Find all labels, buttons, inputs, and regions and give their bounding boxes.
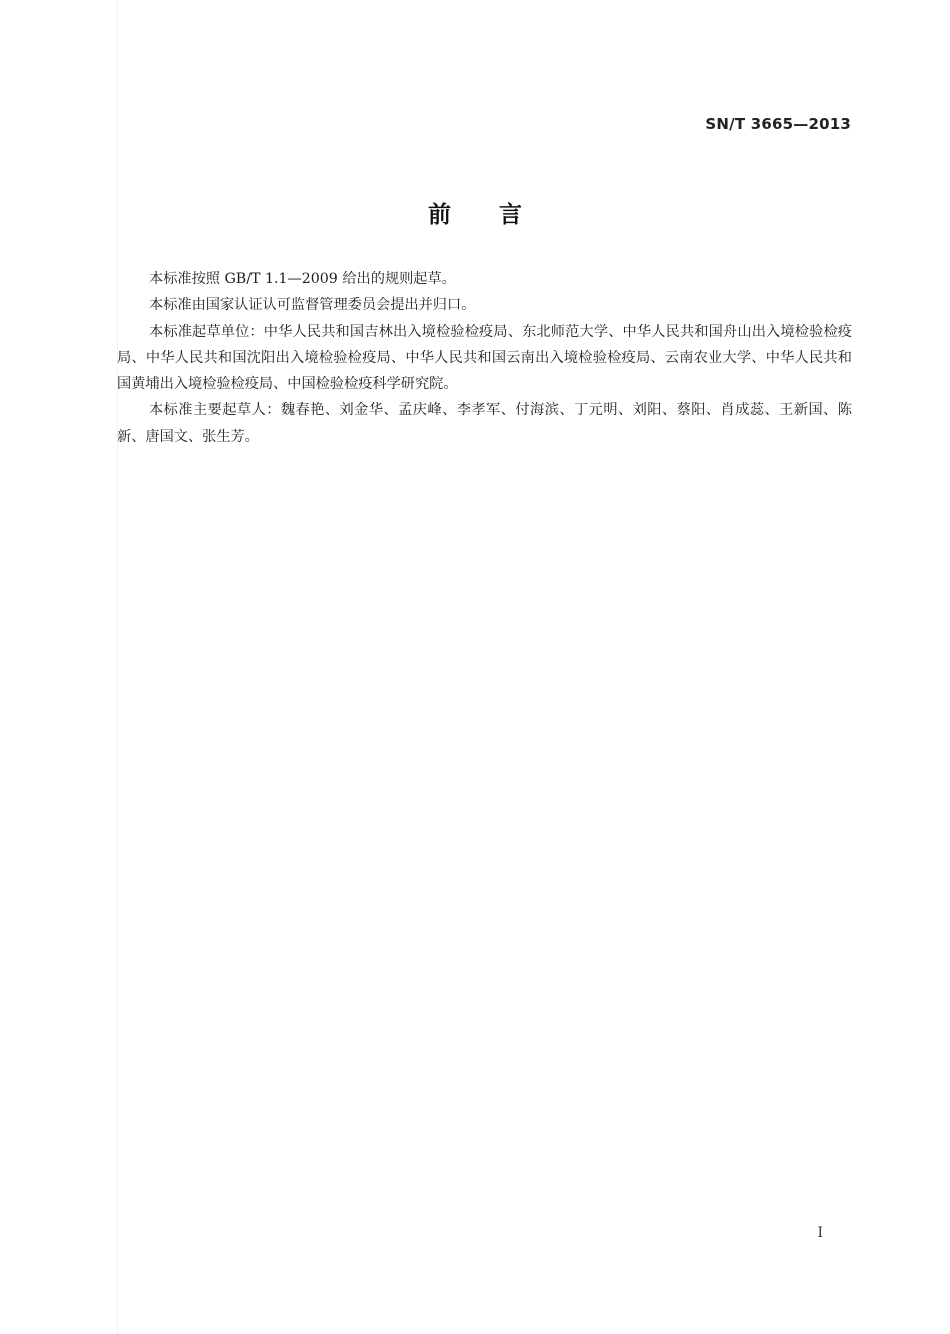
title-char-2: 言 bbox=[499, 202, 522, 228]
paragraph-main-drafters: 本标准主要起草人：魏春艳、刘金华、孟庆峰、李孝军、付海滨、丁元明、刘阳、蔡阳、肖成蕊、王新国、陈新、唐国文、张生芳。 bbox=[117, 402, 852, 445]
paragraph-drafting-units: 本标准起草单位：中华人民共和国吉林出入境检验检疫局、东北师范大学、中华人民共和国舟山出入境检验检疫局、中华人民共和国沈阳出入境检验检疫局、中华人民共和国云南出入境检验检疫局、云南农业大学、中华人民共和国黄埔出入境检验检疫局、中国检验检疫科学研究院。 bbox=[117, 323, 852, 393]
foreword-body bbox=[117, 266, 852, 450]
standard-number: SN/T 3665—2013 bbox=[705, 115, 851, 133]
page-number: I bbox=[817, 1225, 823, 1241]
paragraph-drafting-rules: 本标准按照 GB/T 1.1—2009 给出的规则起草。 bbox=[149, 271, 456, 287]
paragraph-proposer: 本标准由国家认证认可监督管理委员会提出并归口。 bbox=[149, 297, 476, 314]
title-char-1: 前 bbox=[428, 202, 451, 228]
page-title bbox=[0, 196, 950, 229]
